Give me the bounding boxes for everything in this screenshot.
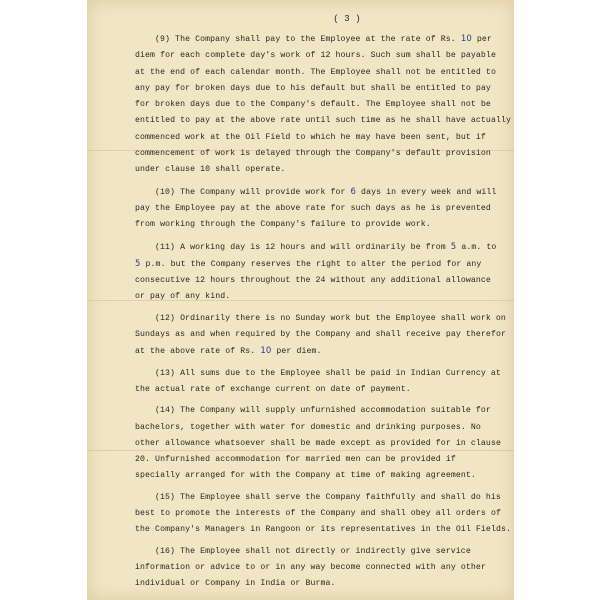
- clause-line: (15) The Employee shall serve the Company faithfully and shall do his: [155, 492, 501, 502]
- clause-line: the actual rate of exchange current on date of payment.: [135, 384, 411, 394]
- clause-p15: [135, 490, 511, 539]
- clause-p12: [135, 311, 507, 361]
- clause-p10: [135, 184, 507, 234]
- clause-line: [135, 256, 507, 273]
- clause-line: any pay for broken days due to his default but shall be entitled to pay: [135, 83, 491, 93]
- document-page: [87, 0, 514, 600]
- clause-line: individual or Company in India or Burma.: [135, 579, 336, 589]
- clause-p14: [135, 403, 507, 484]
- clause-line: commenced work at the Oil Field to which he may have been sent, but if: [135, 132, 486, 142]
- handwritten-value: 5: [450, 241, 457, 252]
- clause-line: bachelors, together with water for domestic and drinking purposes. No: [135, 422, 481, 432]
- line-text: (9) The Company shall pay to the Employee at the rate of Rs.: [155, 35, 461, 44]
- clause-line: Sundays as and when required by the Company and shall receive pay therefor: [135, 330, 506, 340]
- clause-line: (12) Ordinarily there is no Sunday work but the Employee shall work on: [155, 313, 506, 323]
- line-text: a.m. to: [456, 242, 497, 252]
- clause-p16: [135, 544, 507, 593]
- line-text: (10) The Company will provide work for: [155, 187, 351, 197]
- clause-line: (13) All sums due to the Employee shall be paid in Indian Currency at: [155, 368, 501, 378]
- clause-line: for broken days due to the Company's default. The Employee shall not be: [135, 100, 491, 110]
- handwritten-value: 10: [460, 34, 472, 44]
- clause-line: information or advice to or in any way become connected with any other: [135, 562, 486, 572]
- clause-line: under clause 10 shall operate.: [135, 165, 286, 175]
- clause-line: the Company's Managers in Rangoon or its representatives in the Oil Fields.: [135, 525, 511, 535]
- clause-p11: [135, 239, 507, 306]
- clause-line: or pay of any kind.: [135, 292, 231, 302]
- line-text: p.m. but the Company reserves the right to alter the period for any: [140, 259, 482, 269]
- line-text: per diem.: [271, 347, 322, 357]
- clause-line: [135, 31, 507, 48]
- clause-line: best to promote the interests of the Company and shall obey all orders of: [135, 509, 501, 519]
- clause-line: (16) The Employee shall not directly or indirectly give service: [155, 546, 471, 556]
- clause-line: entitled to pay at the above rate until such time as he shall have actually: [135, 116, 511, 126]
- clause-line: diem for each complete day's work of 12 hours. Such sum shall be payable: [135, 51, 496, 61]
- clause-line: consecutive 12 hours throughout the 24 without any additional allowance: [135, 276, 491, 286]
- line-text: (11) A working day is 12 hours and will ordinarily be from: [155, 242, 451, 252]
- line-text: days in every week and will: [356, 187, 497, 197]
- clause-line: other allowance whatsoever shall be made except as provided for in clause: [135, 438, 501, 448]
- clause-line: at the end of each calendar month. The Employee shall not be entitled to: [135, 67, 496, 77]
- clauses-list: [135, 31, 511, 593]
- clause-line: 20. Unfurnished accommodation for married men can be provided if: [135, 455, 456, 465]
- line-text: at the above rate of Rs.: [135, 347, 261, 357]
- clause-line: [135, 343, 507, 360]
- clause-line: pay the Employee pay at the above rate for such days as he is prevented: [135, 203, 491, 213]
- page-number: ( 3 ): [333, 14, 361, 24]
- handwritten-value: 5: [135, 258, 141, 269]
- handwritten-value: 6: [350, 186, 357, 197]
- clause-line: [135, 184, 507, 201]
- clause-line: specially arranged for with the Company at time of making agreement.: [135, 471, 476, 481]
- clause-line: (14) The Company will supply unfurnished accommodation suitable for: [155, 406, 491, 416]
- clause-line: [135, 239, 507, 256]
- document-body: [135, 8, 511, 593]
- clause-line: commencement of work is delayed through the Company's default provision: [135, 149, 491, 159]
- handwritten-value: 10: [260, 346, 272, 357]
- clause-p9: [135, 31, 511, 179]
- line-text: per: [471, 35, 492, 44]
- clause-line: from working through the Company's failure to provide work.: [135, 220, 431, 230]
- clause-p13: [135, 366, 507, 399]
